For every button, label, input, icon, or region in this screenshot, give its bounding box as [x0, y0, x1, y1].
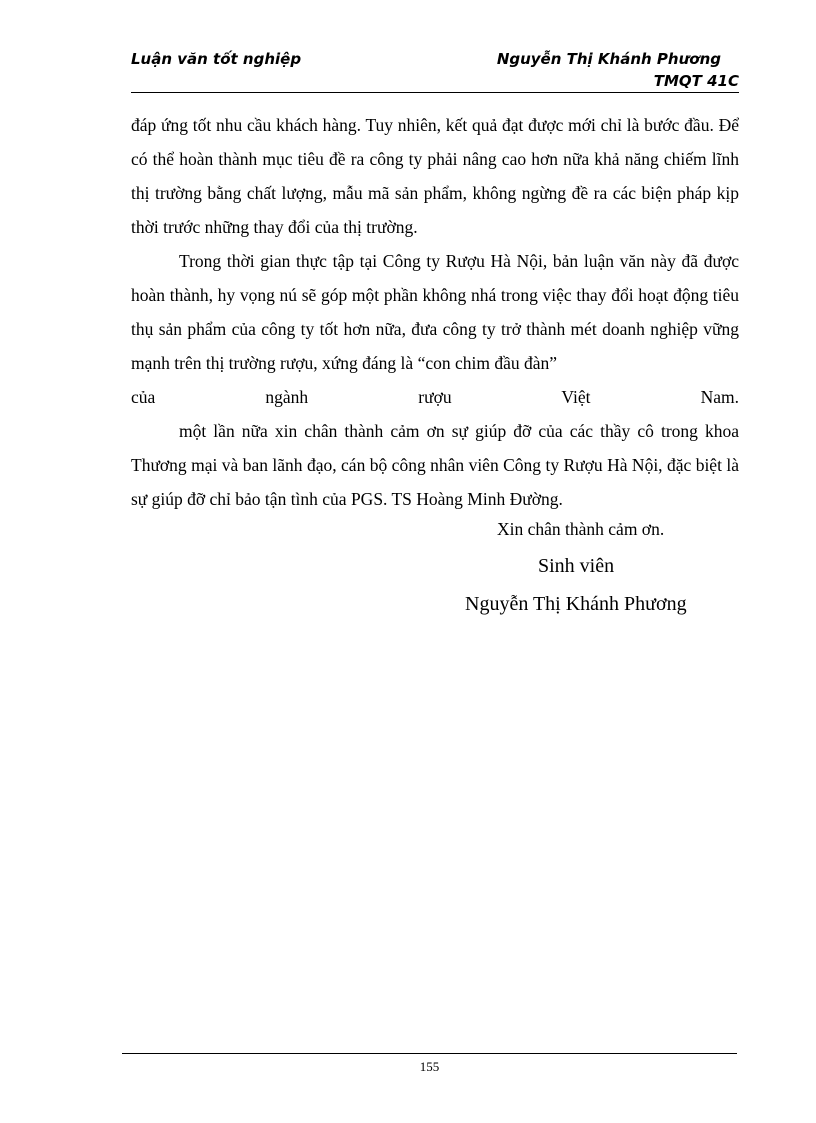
- paragraph-3: một lần nữa xin chân thành cảm ơn sự giúp đỡ của các thầy cô trong khoa Thương mại và ban lãnh đạo, cán bộ công nhân viên Công ty Rượu Hà Nội, đặc biệt là sự giúp đỡ chỉ bảo tận tình của PGS. TS Hoàng Minh Đường.: [131, 421, 739, 509]
- header-thesis-label: Luận văn tốt nghiệp: [131, 50, 302, 68]
- page-number: 155: [419, 1059, 440, 1074]
- signature-title: Sinh viên: [538, 555, 615, 577]
- footer-divider: [122, 1053, 737, 1054]
- paragraph-2-last-line: của ngành rượu Việt Nam.: [131, 387, 739, 407]
- page-header: [131, 50, 739, 94]
- closing-thanks: Xin chân thành cảm ơn.: [497, 519, 665, 539]
- header-author-name: Nguyễn Thị Khánh Phương: [496, 50, 721, 68]
- header-class-code: TMQT 41C: [653, 72, 739, 90]
- header-divider: [131, 92, 739, 93]
- body-text: [131, 108, 739, 516]
- paragraph-2: Trong thời gian thực tập tại Công ty Rượu Hà Nội, bản luận văn này đã được hoàn thành, hy vọng nú sẽ góp một phần không nhá trong việc thay đổi hoạt động tiêu thụ sản phẩm của công ty tốt hơn nữa, đưa công ty trở thành mét doanh nghiệp vững mạnh trên thị trường rượu, xứng đáng là “con chim đầu đàn”: [131, 251, 739, 373]
- signature-name: Nguyễn Thị Khánh Phương: [465, 593, 687, 615]
- paragraph-1: đáp ứng tốt nhu cầu khách hàng. Tuy nhiên, kết quả đạt được mới chỉ là bước đầu. Để có thể hoàn thành mục tiêu đề ra công ty phải nâng cao hơn nữa khả năng chiếm lĩnh thị trường bằng chất lượng, mẫu mã sản phẩm, không ngừng đề ra các biện pháp kịp thời trước những thay đổi của thị trường.: [131, 115, 739, 237]
